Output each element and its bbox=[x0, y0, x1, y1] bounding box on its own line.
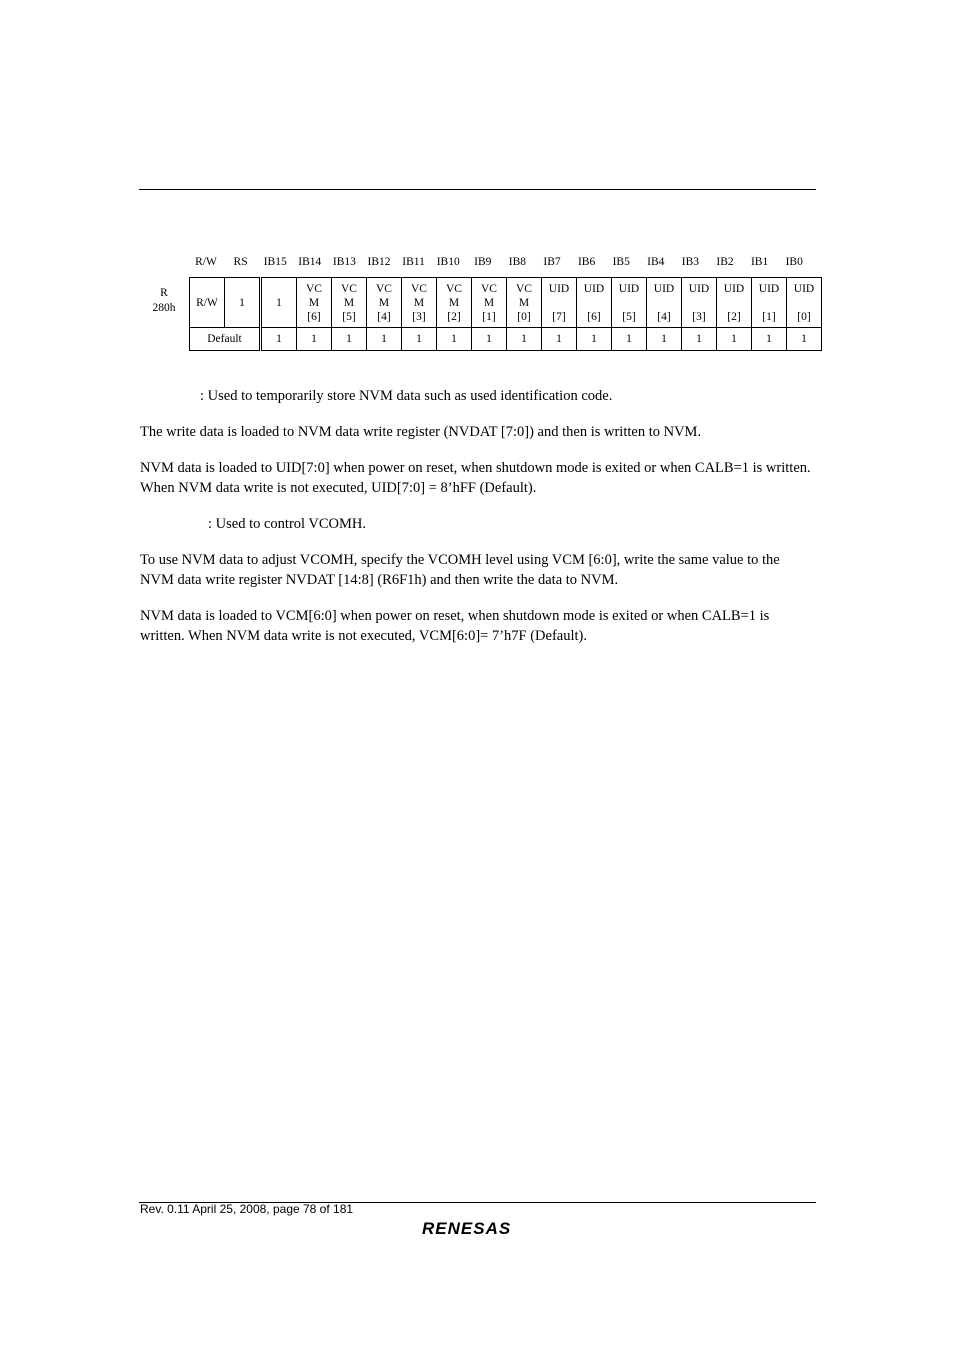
bit-cell: VC M [0] bbox=[507, 278, 542, 328]
default-label: Default bbox=[190, 328, 261, 351]
default-cell: 1 bbox=[542, 328, 577, 351]
default-cell: 1 bbox=[297, 328, 332, 351]
default-cell: 1 bbox=[367, 328, 402, 351]
default-cell: 1 bbox=[787, 328, 822, 351]
header-ib14: IB14 bbox=[298, 256, 322, 268]
header-rule bbox=[139, 189, 816, 190]
paragraph-vcomh-adjust: To use NVM data to adjust VCOMH, specify the VCOMH level using VCM [6:0], write the same value to the NVM data write register NVDAT [14:8] (R6F1h) and then write the data to NVM. bbox=[140, 552, 780, 588]
renesas-logo bbox=[420, 1218, 536, 1243]
header-ib10: IB10 bbox=[436, 256, 460, 268]
footer-revision: Rev. 0.11 April 25, 2008, page 78 of 181 bbox=[140, 1202, 354, 1216]
bit-cell: VC M [3] bbox=[402, 278, 437, 328]
bit-cell: 1 bbox=[261, 278, 297, 328]
header-rs: RS bbox=[233, 256, 248, 268]
paragraph-nvdat: The write data is loaded to NVM data write register (NVDAT [7:0]) and then is written to NVM. bbox=[140, 424, 702, 440]
bit-cell: UID [4] bbox=[647, 278, 682, 328]
paragraph-uid-load: NVM data is loaded to UID[7:0] when power on reset, when shutdown mode is exited or when CALB=1 is written. When NVM data write is not executed, UID[7:0] = 8’hFF (Default). bbox=[140, 460, 811, 496]
header-ib5: IB5 bbox=[612, 256, 630, 268]
paragraph-vcm-load: NVM data is loaded to VCM[6:0] when power on reset, when shutdown mode is exited or when CALB=1 is written. When NVM data write is not executed, VCM[6:0]= 7’h7F (Default). bbox=[140, 608, 770, 644]
header-ib8: IB8 bbox=[508, 256, 527, 268]
bit-cell: UID [0] bbox=[787, 278, 822, 328]
bit-cell: 1 bbox=[225, 278, 261, 328]
register-address-label: R 280h bbox=[152, 287, 176, 314]
default-cell: 1 bbox=[577, 328, 612, 351]
bit-cell: VC M [2] bbox=[437, 278, 472, 328]
header-ib15: IB15 bbox=[263, 256, 287, 268]
bit-cell: UID [2] bbox=[717, 278, 752, 328]
bit-cell: R/W bbox=[190, 278, 225, 328]
header-ib4: IB4 bbox=[647, 256, 665, 268]
bit-cell: VC M [6] bbox=[297, 278, 332, 328]
default-cell: 1 bbox=[612, 328, 647, 351]
uid-description: : Used to temporarily store NVM data such as used identification code. bbox=[200, 388, 613, 404]
header-ib0: IB0 bbox=[785, 256, 803, 268]
svg-text:RENESAS: RENESAS bbox=[422, 1219, 512, 1238]
bit-cell: UID [1] bbox=[752, 278, 787, 328]
register-default-row bbox=[190, 328, 822, 351]
default-cell: 1 bbox=[437, 328, 472, 351]
default-cell: 1 bbox=[332, 328, 367, 351]
header-ib3: IB3 bbox=[681, 256, 700, 268]
bit-cell: UID [7] bbox=[542, 278, 577, 328]
header-ib13: IB13 bbox=[332, 256, 356, 268]
vcm-description: : Used to control VCOMH. bbox=[208, 516, 367, 532]
default-cell: 1 bbox=[752, 328, 787, 351]
bit-cell: UID [6] bbox=[577, 278, 612, 328]
header-ib11: IB11 bbox=[402, 256, 425, 268]
header-ib9: IB9 bbox=[474, 256, 492, 268]
default-cell: 1 bbox=[507, 328, 542, 351]
register-bit-row bbox=[190, 278, 822, 328]
header-ib6: IB6 bbox=[577, 256, 596, 268]
default-cell: 1 bbox=[647, 328, 682, 351]
header-ib1: IB1 bbox=[750, 256, 769, 268]
default-cell: 1 bbox=[472, 328, 507, 351]
bit-cell: VC M [5] bbox=[332, 278, 367, 328]
bit-cell: VC M [4] bbox=[367, 278, 402, 328]
default-cell: 1 bbox=[261, 328, 297, 351]
header-rw: R/W bbox=[195, 256, 217, 268]
default-cell: 1 bbox=[682, 328, 717, 351]
bit-cell: UID [5] bbox=[612, 278, 647, 328]
header-ib2: IB2 bbox=[716, 256, 734, 268]
header-ib7: IB7 bbox=[543, 256, 561, 268]
bit-cell: VC M [1] bbox=[472, 278, 507, 328]
default-cell: 1 bbox=[402, 328, 437, 351]
bit-cell: UID [3] bbox=[682, 278, 717, 328]
default-cell: 1 bbox=[717, 328, 752, 351]
register-table bbox=[189, 277, 822, 351]
header-ib12: IB12 bbox=[367, 256, 391, 268]
